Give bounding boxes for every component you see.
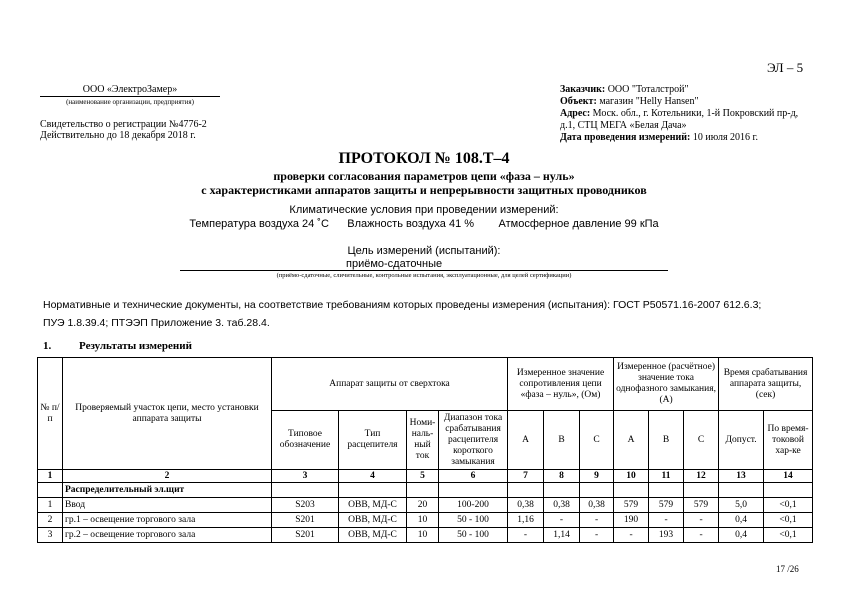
row-cell: 0,4 (719, 528, 764, 543)
row-cell: 5,0 (719, 498, 764, 513)
row-cell: ОВВ, МД-С (339, 498, 407, 513)
row-cell: 20 (407, 498, 439, 513)
normative-text-2: ПУЭ 1.8.39.4; ПТЭЭП Приложение 3. таб.28.4. (43, 317, 270, 329)
table-section-row (38, 483, 813, 498)
header-current: Измеренное (расчётное) значение тока однофазного замыкания, (А) (614, 358, 719, 411)
row-cell: 100-200 (439, 498, 508, 513)
date-value: 10 июля 2016 г. (692, 132, 759, 143)
address-label: Адрес: (560, 108, 591, 119)
table-row (38, 513, 813, 528)
page-number: 17 /26 (776, 564, 799, 574)
header-cur-a: A (614, 411, 649, 470)
row-cell: - (649, 513, 684, 528)
col-number: 2 (63, 470, 272, 483)
column-number-row (38, 470, 813, 483)
row-cell: Ввод (63, 498, 272, 513)
certificate-number: Свидетельство о регистрации №4776-2 (40, 119, 207, 130)
header-allowed: Допуст. (719, 411, 764, 470)
customer-value: ООО "Тоталстрой" (607, 84, 689, 95)
header-nominal: Номи-наль-ный ток (407, 411, 439, 470)
col-number: 9 (580, 470, 614, 483)
col-number: 4 (339, 470, 407, 483)
row-cell: 0,38 (580, 498, 614, 513)
row-cell: 190 (614, 513, 649, 528)
header-release: Тип расцепителя (339, 411, 407, 470)
header-site: Проверяемый участок цепи, место установки аппарата защиты (63, 358, 272, 470)
row-cell: - (684, 513, 719, 528)
col-number: 6 (439, 470, 508, 483)
header-type: Типовое обозначение (272, 411, 339, 470)
row-cell: 10 (407, 528, 439, 543)
row-cell: 3 (38, 528, 63, 543)
col-number: 1 (38, 470, 63, 483)
row-cell: 50 - 100 (439, 528, 508, 543)
table-row (38, 498, 813, 513)
header-by-curve: По время-токовой хар-ке (764, 411, 813, 470)
col-number: 3 (272, 470, 339, 483)
col-number: 11 (649, 470, 684, 483)
section-row-label: Распределительный эл.щит (63, 483, 272, 498)
protocol-subtitle-2: с характеристиками аппаратов защиты и непрерывности защитных проводников (201, 183, 647, 197)
organization-block (40, 84, 220, 106)
row-cell: гр.2 – освещение торгового зала (63, 528, 272, 543)
row-cell: 579 (614, 498, 649, 513)
col-number: 8 (544, 470, 580, 483)
section-heading (43, 340, 192, 352)
row-cell: 1 (38, 498, 63, 513)
protocol-subtitle-1: проверки согласования параметров цепи «фаза – нуль» (273, 169, 575, 183)
protocol-title: ПРОТОКОЛ № 108.Т–4 (338, 150, 510, 167)
climate-heading: Климатические условия при проведении измерений: (289, 204, 559, 216)
row-cell: 0,38 (544, 498, 580, 513)
air-temperature: Температура воздуха 24 ˚С (189, 218, 329, 230)
table-header-row-1 (38, 358, 813, 411)
form-code: ЭЛ – 5 (767, 60, 804, 75)
row-cell: <0,1 (764, 513, 813, 528)
header-res-b: B (544, 411, 580, 470)
row-cell: 0,4 (719, 513, 764, 528)
header-time: Время срабатывания аппарата защиты, (сек) (719, 358, 813, 411)
row-cell: S201 (272, 528, 339, 543)
header-cur-b: B (649, 411, 684, 470)
address-value-1: Моск. обл., г. Котельники, 1-й Покровский пр-д, (592, 108, 799, 119)
row-cell: - (580, 528, 614, 543)
header-device: Аппарат защиты от сверхтока (272, 358, 508, 411)
purpose-caption: (приёмо-сдаточные, сличительные, контрольные испытания, эксплуатационные, для целей сертификации) (276, 272, 572, 279)
col-number: 10 (614, 470, 649, 483)
row-cell: <0,1 (764, 528, 813, 543)
row-cell: 579 (649, 498, 684, 513)
col-number: 5 (407, 470, 439, 483)
normative-text-1: Нормативные и технические документы, на соответствие требованиям которых проведены измерения (испытания): ГОСТ Р50571.16-2007 612.6.3; (43, 299, 762, 311)
row-cell: ОВВ, МД-С (339, 528, 407, 543)
header-resistance: Измеренное значение сопротивления цепи «фаза – нуль», (Ом) (508, 358, 614, 411)
object-value: магазин "Helly Hansen" (599, 96, 699, 107)
row-cell: 1,16 (508, 513, 544, 528)
organization-name: ООО «ЭлектроЗамер» (40, 84, 220, 97)
row-cell: 0,38 (508, 498, 544, 513)
header-range: Диапазон тока срабатывания расцепителя короткого замыкания (439, 411, 508, 470)
section-title: Результаты измерений (79, 340, 192, 352)
object-label: Объект: (560, 96, 597, 107)
row-cell: <0,1 (764, 498, 813, 513)
col-number: 12 (684, 470, 719, 483)
purpose-value: приёмо-сдаточные (180, 258, 668, 271)
organization-caption: (наименование организации, предприятия) (66, 98, 194, 106)
table-row (38, 528, 813, 543)
col-number: 14 (764, 470, 813, 483)
row-cell: 193 (649, 528, 684, 543)
customer-label: Заказчик: (560, 84, 606, 95)
row-cell: 579 (684, 498, 719, 513)
section-number: 1. (43, 340, 52, 352)
purpose-heading: Цель измерений (испытаний): (347, 245, 501, 257)
row-cell: 50 - 100 (439, 513, 508, 528)
row-cell: - (684, 528, 719, 543)
row-cell: - (580, 513, 614, 528)
row-cell: гр.1 – освещение торгового зала (63, 513, 272, 528)
atmospheric-pressure: Атмосферное давление 99 кПа (498, 218, 659, 230)
climate-conditions (0, 203, 848, 231)
header-res-c: C (580, 411, 614, 470)
client-info (560, 84, 820, 144)
row-cell: S203 (272, 498, 339, 513)
row-cell: - (614, 528, 649, 543)
row-cell: ОВВ, МД-С (339, 513, 407, 528)
results-table (37, 357, 813, 543)
row-cell: 10 (407, 513, 439, 528)
header-res-a: A (508, 411, 544, 470)
date-label: Дата проведения измерений: (560, 132, 691, 143)
row-cell: - (508, 528, 544, 543)
header-num: № п/п (38, 358, 63, 470)
normative-documents (43, 296, 823, 332)
row-cell: S201 (272, 513, 339, 528)
header-cur-c: C (684, 411, 719, 470)
certificate-validity: Действительно до 18 декабря 2018 г. (40, 130, 196, 141)
row-cell: 1,14 (544, 528, 580, 543)
address-value-2: д.1, СТЦ МЕГА «Белая Дача» (560, 120, 687, 131)
row-cell: 2 (38, 513, 63, 528)
air-humidity: Влажность воздуха 41 % (347, 218, 475, 230)
col-number: 13 (719, 470, 764, 483)
row-cell: - (544, 513, 580, 528)
col-number: 7 (508, 470, 544, 483)
registration-certificate (40, 119, 207, 141)
